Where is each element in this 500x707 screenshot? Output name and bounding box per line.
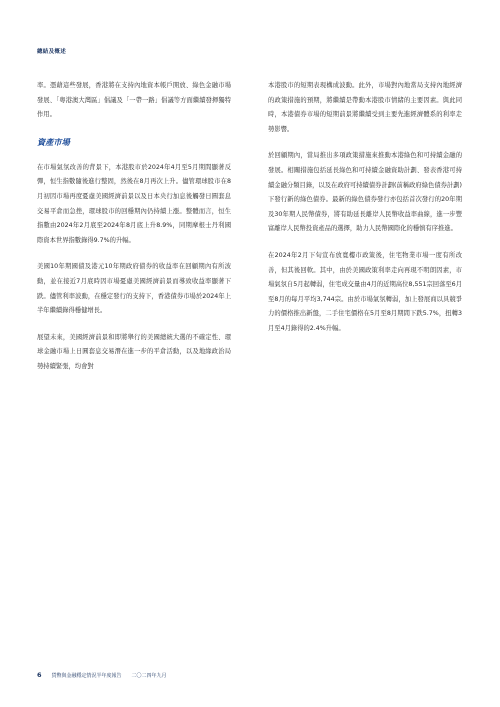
left-paragraph-3: 美國10年期國債及港元10年期政府債券的收益率在回顧期內有所波動，並在接近7月底時因市場憂慮美國經濟前景而導致收益率顯著下跌。儘管利率波動，在穩定發行的支持下，香港債券市場於2024年上半年繼續錄得穩健增長。 <box>37 263 231 315</box>
right-paragraph-3: 在2024年2月下旬宣布放寬樓市政策後，住宅物業市場一度有所改善，但其後回軟。其中，由於美國政策利率走向再現不明朗因素，市場氣氛自5月起轉弱，住宅成交量由4月的近期高位8,551宗回落至6月至8月的每月平均3,744宗。由於市場氣氛轉弱，加上發展商以具競爭力的價格推出新盤，二手住宅價格在5月至8月期間下跌5.7%，扭轉3月至4月錄得的2.4%升幅。 <box>268 251 462 332</box>
left-column <box>37 79 231 387</box>
right-paragraph-1: 本港股市的短期表現構成波動。此外，市場對內地當局支持內地經濟的政策措施的預期，將繼續是帶動本港股市情緒的主要因素。與此同時，本港債券市場的短期前景將繼續受到主要先進經濟體系的利率走勢影響。 <box>268 82 462 133</box>
left-paragraph-1: 率。憑藉這些發展，香港將在支持內地資本帳戶開放、綠色金融市場發展、「粵港澳大灣區」倡議及「一帶一路」倡議等方面繼續發揮獨特作用。 <box>37 82 231 119</box>
left-paragraph-4: 展望未來，美國經濟前景和即將舉行的美國總統大選的不確定性、環球金融市場上日圓套息交易潛在進一步的平倉活動，以及地緣政治局勢持續緊張，均會對 <box>37 333 231 370</box>
publication-title: 貨幣與金融穩定情況半年度報告 <box>51 673 122 679</box>
page-footer <box>37 671 167 679</box>
section-header: 總結及概述 <box>37 49 67 55</box>
right-column <box>268 79 462 349</box>
asset-market-heading: 資產市場 <box>37 136 70 147</box>
page-number: 6 <box>37 671 42 679</box>
right-paragraph-2: 於回顧期內，當局推出多項政策措施來推動本港綠色和可持續金融的發展。相關措施包括延長綠色和可持續金融資助計劃、發表香港可持續金融分類目錄，以及在政府可持續債券計劃(前稱政府綠色債券計劃)下發行新的綠色債券。最新的綠色債券發行亦包括首次發行的20年期及30年期人民幣債券，將有助延長離岸人民幣收益率曲線，進一步豐富離岸人民幣投資產品的選擇，助力人民幣國際化的穩慎有序推進。 <box>268 152 462 233</box>
publication-date: 二〇二四年九月 <box>131 673 167 679</box>
left-paragraph-2: 在市場氣氛改善的背景下，本港股市於2024年4月至5月期間顯著反彈，恒生指數隨後進行整固，然後在8月再次上升。儘管環球股市在8月初因市場再度憂慮美國經濟前景以及日本央行加息後觸發日圓套息交易平倉而急挫，環球股市的回穩期內仍持續上漲。整體而言，恒生指數由2024年2月底至2024年8月底上升8.9%，同期摩根士丹利國際資本世界指數錄得9.7%的升幅。 <box>37 163 231 244</box>
